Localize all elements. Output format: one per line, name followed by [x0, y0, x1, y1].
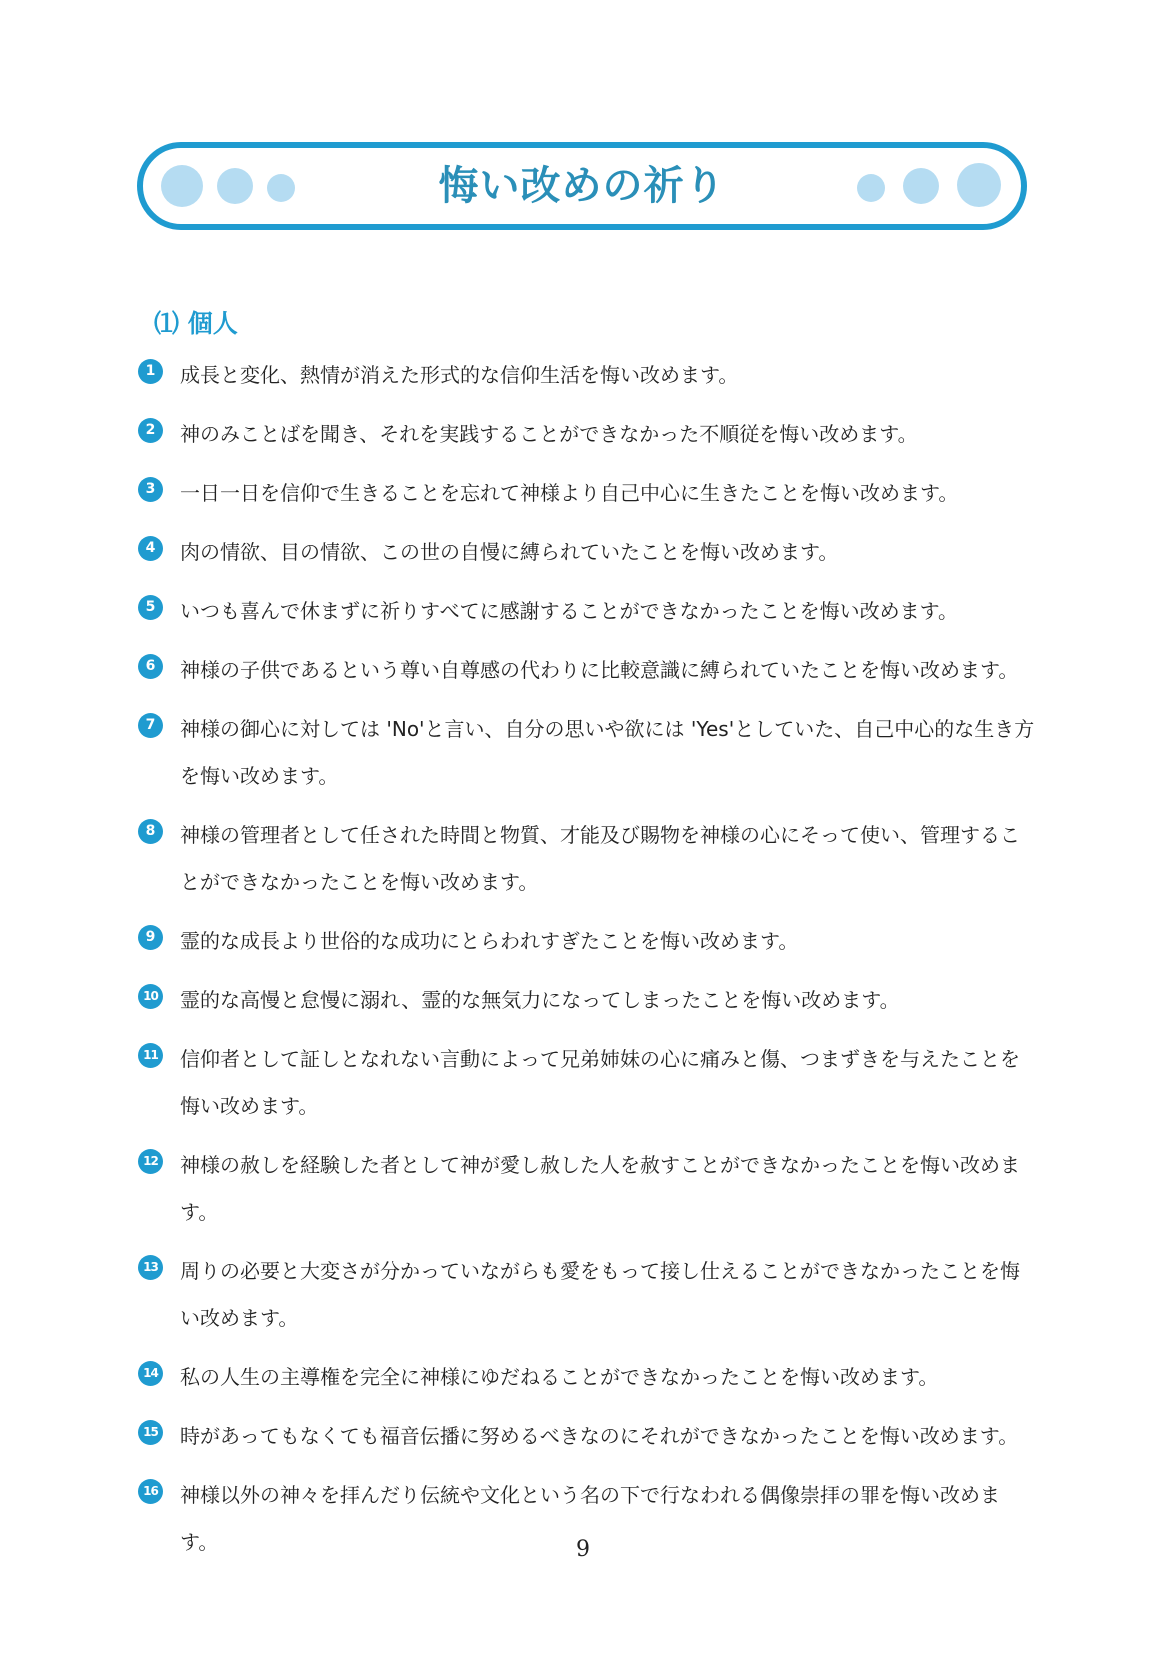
item-number: 4	[138, 536, 163, 561]
item-number: 15	[138, 1420, 163, 1445]
item-text: 一日一日を信仰で生きることを忘れて神様より自己中心に生きたことを悔い改めます。	[180, 481, 959, 505]
prayer-list	[138, 352, 1038, 1578]
item-text: 時があってもなくても福音伝播に努めるべきなのにそれができなかったことを悔い改めます。	[180, 1424, 1019, 1448]
item-text: 神様の赦しを経験した者として神が愛し赦した人を赦すことができなかったことを悔い改めます。	[180, 1153, 1020, 1224]
item-text: 信仰者として証しとなれない言動によって兄弟姉妹の心に痛みと傷、つまずきを与えたことを悔い改めます。	[180, 1047, 1020, 1118]
page-number: 9	[576, 1537, 590, 1562]
decorative-dot	[857, 174, 885, 202]
item-number: 11	[138, 1043, 163, 1068]
decorative-dot	[903, 168, 939, 204]
list-item	[138, 588, 1038, 635]
item-text: 神様以外の神々を拝んだり伝統や文化という名の下で行なわれる偶像崇拝の罪を悔い改めます。	[180, 1483, 1000, 1554]
section-heading: ⑴ 個人	[154, 309, 238, 338]
list-item	[138, 1248, 1038, 1342]
page-title: 悔い改めの祈り	[438, 163, 726, 209]
list-item	[138, 529, 1038, 576]
item-number: 10	[138, 984, 163, 1009]
list-item	[138, 1142, 1038, 1236]
item-number: 1	[138, 359, 163, 384]
list-item	[138, 977, 1038, 1024]
item-number: 14	[138, 1361, 163, 1386]
item-text: 霊的な高慢と怠慢に溺れ、霊的な無気力になってしまったことを悔い改めます。	[180, 988, 900, 1012]
title-banner	[137, 142, 1027, 230]
list-item	[138, 706, 1038, 800]
decorative-dot	[957, 163, 1001, 207]
item-text: いつも喜んで休まずに祈りすべてに感謝することができなかったことを悔い改めます。	[180, 599, 958, 623]
item-number: 7	[138, 713, 163, 738]
item-text: 神様の子供であるという尊い自尊感の代わりに比較意識に縛られていたことを悔い改めます。	[180, 658, 1019, 682]
item-number: 2	[138, 418, 163, 443]
item-number: 8	[138, 819, 163, 844]
item-text: 私の人生の主導権を完全に神様にゆだねることができなかったことを悔い改めます。	[180, 1365, 939, 1389]
item-number: 13	[138, 1255, 163, 1280]
item-text: 周りの必要と大変さが分かっていながらも愛をもって接し仕えることができなかったことを悔い改めます。	[180, 1259, 1020, 1330]
item-number: 12	[138, 1149, 163, 1174]
list-item	[138, 1036, 1038, 1130]
list-item	[138, 918, 1038, 965]
item-number: 6	[138, 654, 163, 679]
item-number: 3	[138, 477, 163, 502]
list-item	[138, 352, 1038, 399]
list-item	[138, 812, 1038, 906]
list-item	[138, 1354, 1038, 1401]
list-item	[138, 470, 1038, 517]
list-item	[138, 647, 1038, 694]
item-number: 5	[138, 595, 163, 620]
item-text: 神のみことばを聞き、それを実践することができなかった不順従を悔い改めます。	[180, 422, 918, 446]
item-number: 16	[138, 1479, 163, 1504]
item-number: 9	[138, 925, 163, 950]
list-item	[138, 411, 1038, 458]
item-text: 神様の御心に対しては 'No'と言い、自分の思いや欲には 'Yes'としていた、自己中心的な生き方を悔い改めます。	[180, 717, 1035, 788]
item-text: 神様の管理者として任された時間と物質、才能及び賜物を神様の心にそって使い、管理することができなかったことを悔い改めます。	[180, 823, 1020, 894]
list-item	[138, 1413, 1038, 1460]
item-text: 霊的な成長より世俗的な成功にとらわれすぎたことを悔い改めます。	[180, 929, 799, 953]
item-text: 肉の情欲、目の情欲、この世の自慢に縛られていたことを悔い改めます。	[180, 540, 839, 564]
item-text: 成長と変化、熱情が消えた形式的な信仰生活を悔い改めます。	[180, 363, 739, 387]
